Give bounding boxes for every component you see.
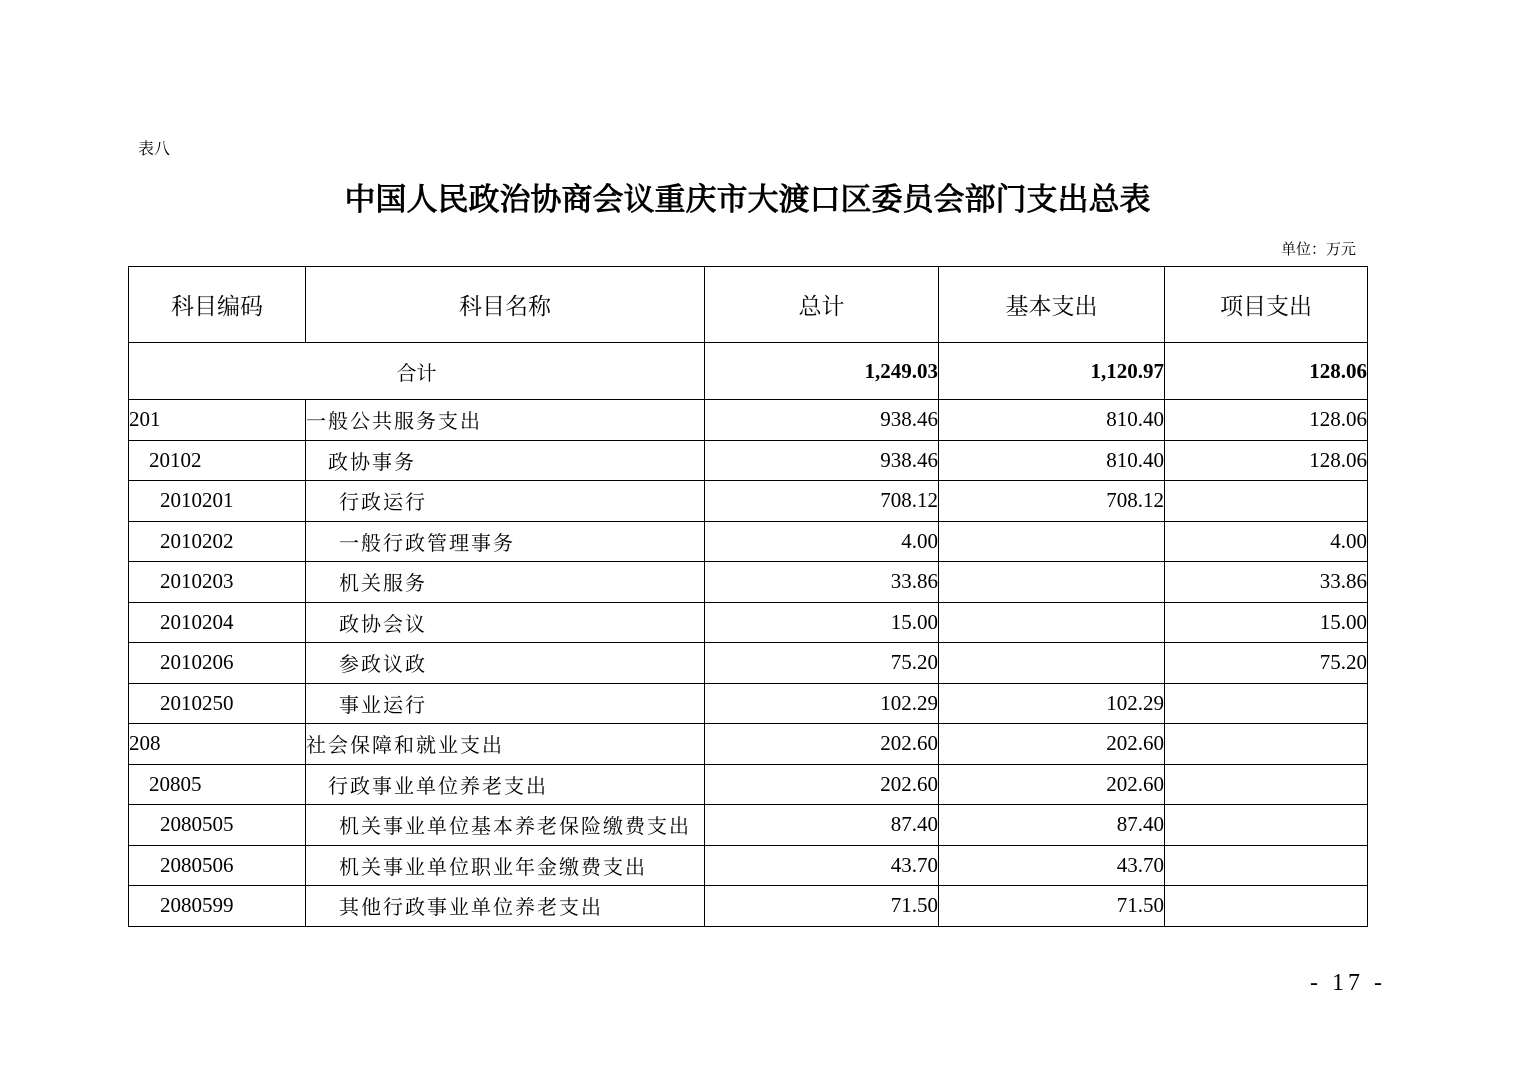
row-basic: 202.60 [939,764,1165,805]
row-total: 71.50 [705,886,939,927]
row-basic: 102.29 [939,683,1165,724]
row-code: 2080599 [129,886,306,927]
table-row [129,602,1368,643]
row-project: 33.86 [1165,562,1368,603]
row-code: 201 [129,400,306,441]
row-basic [939,643,1165,684]
row-total: 87.40 [705,805,939,846]
row-name: 政协会议 [306,602,705,643]
row-name: 行政运行 [306,481,705,522]
unit-label: 单位：万元 [1280,240,1356,258]
table-row [129,562,1368,603]
column-header-project: 项目支出 [1165,267,1368,343]
table-row [129,440,1368,481]
row-basic: 43.70 [939,845,1165,886]
row-total: 43.70 [705,845,939,886]
row-code: 20805 [129,764,306,805]
column-header-basic: 基本支出 [939,267,1165,343]
summary-label: 合计 [129,343,705,400]
row-basic: 202.60 [939,724,1165,765]
row-code: 2080505 [129,805,306,846]
table-row [129,643,1368,684]
row-basic: 810.40 [939,400,1165,441]
page-number: - 17 - [1310,970,1386,996]
page-title: 中国人民政治协商会议重庆市大渡口区委员会部门支出总表 [344,182,1151,218]
table-row [129,845,1368,886]
column-header-code: 科目编码 [129,267,306,343]
row-project [1165,805,1368,846]
summary-project: 128.06 [1165,343,1368,400]
row-total: 938.46 [705,400,939,441]
row-total: 102.29 [705,683,939,724]
row-project: 128.06 [1165,440,1368,481]
row-total: 75.20 [705,643,939,684]
row-code: 2080506 [129,845,306,886]
table-row [129,764,1368,805]
table-row [129,886,1368,927]
row-code: 2010206 [129,643,306,684]
row-code: 2010204 [129,602,306,643]
row-basic: 810.40 [939,440,1165,481]
row-project [1165,481,1368,522]
row-basic [939,521,1165,562]
summary-basic: 1,120.97 [939,343,1165,400]
row-total: 15.00 [705,602,939,643]
row-code: 20102 [129,440,306,481]
table-row [129,521,1368,562]
table-label: 表八 [138,139,171,158]
row-project [1165,764,1368,805]
row-name: 其他行政事业单位养老支出 [306,886,705,927]
row-code: 208 [129,724,306,765]
row-basic: 87.40 [939,805,1165,846]
table-header-row [129,267,1368,343]
row-total: 202.60 [705,764,939,805]
row-total: 33.86 [705,562,939,603]
row-project [1165,845,1368,886]
row-project: 75.20 [1165,643,1368,684]
table-row [129,805,1368,846]
row-name: 社会保障和就业支出 [306,724,705,765]
row-basic: 708.12 [939,481,1165,522]
row-name: 参政议政 [306,643,705,684]
row-name: 一般公共服务支出 [306,400,705,441]
row-name: 机关服务 [306,562,705,603]
table-row [129,683,1368,724]
expenditure-table [128,266,1368,927]
row-project: 15.00 [1165,602,1368,643]
row-total: 4.00 [705,521,939,562]
table-row [129,481,1368,522]
row-total: 938.46 [705,440,939,481]
table-row [129,400,1368,441]
row-name: 政协事务 [306,440,705,481]
row-total: 708.12 [705,481,939,522]
row-code: 2010203 [129,562,306,603]
table-row [129,724,1368,765]
row-code: 2010201 [129,481,306,522]
row-project [1165,886,1368,927]
row-basic [939,602,1165,643]
row-project [1165,724,1368,765]
row-name: 一般行政管理事务 [306,521,705,562]
row-basic [939,562,1165,603]
row-name: 行政事业单位养老支出 [306,764,705,805]
row-basic: 71.50 [939,886,1165,927]
row-name: 机关事业单位基本养老保险缴费支出 [306,805,705,846]
row-total: 202.60 [705,724,939,765]
column-header-total: 总计 [705,267,939,343]
row-project [1165,683,1368,724]
row-name: 事业运行 [306,683,705,724]
summary-total: 1,249.03 [705,343,939,400]
row-code: 2010250 [129,683,306,724]
row-code: 2010202 [129,521,306,562]
summary-row [129,343,1368,400]
row-project: 128.06 [1165,400,1368,441]
row-name: 机关事业单位职业年金缴费支出 [306,845,705,886]
row-project: 4.00 [1165,521,1368,562]
column-header-name: 科目名称 [306,267,705,343]
